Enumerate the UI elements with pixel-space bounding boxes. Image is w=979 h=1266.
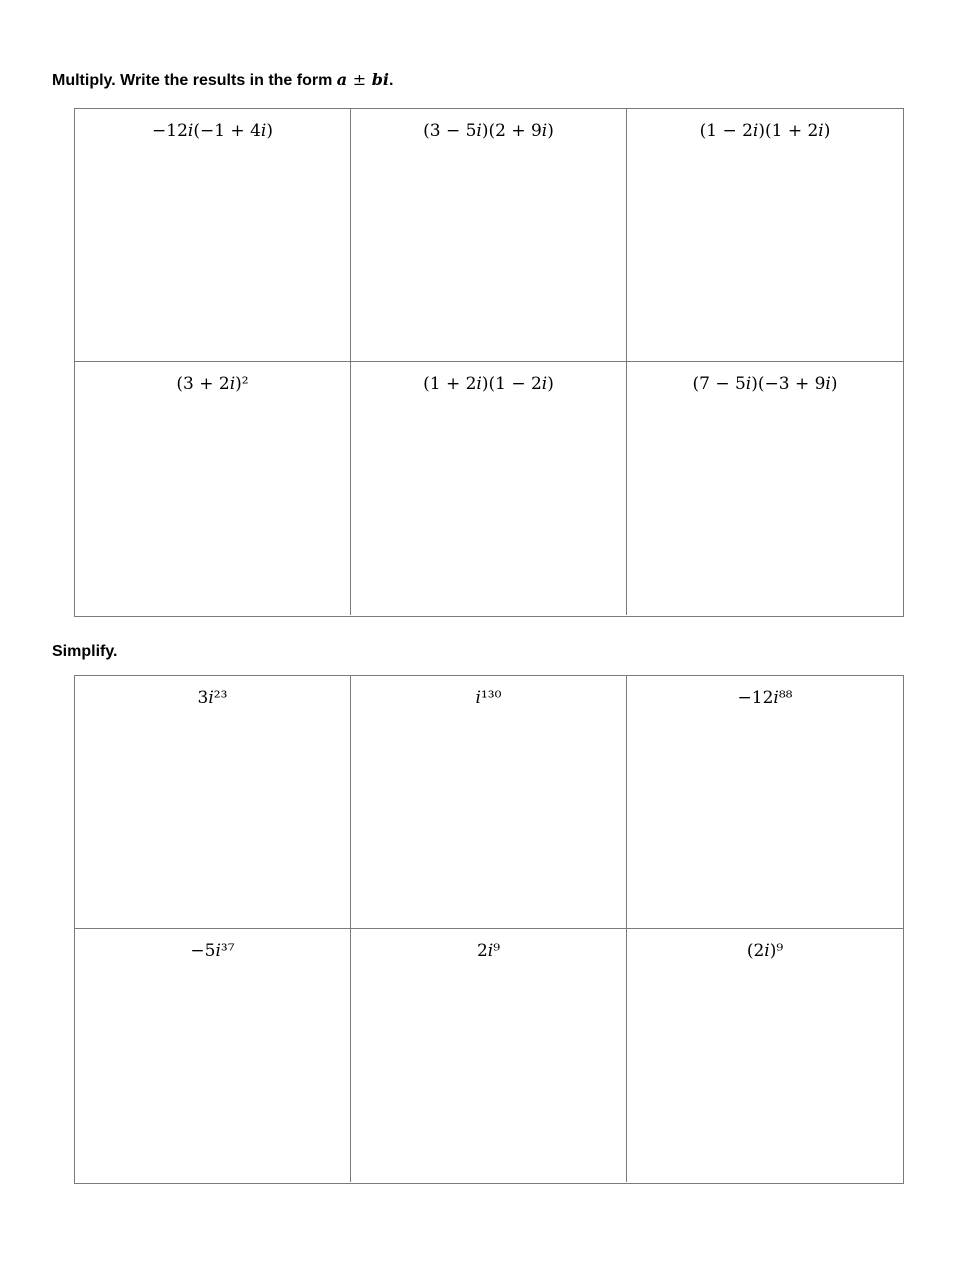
problem-expression: (3 − 5𝑖)(2 + 9𝑖) [423,121,554,141]
multiply-instruction [52,70,393,90]
simplify-problems-grid [74,675,904,1184]
form-period: . [388,72,394,89]
multiply-problem-cell[interactable] [351,109,627,362]
simplify-instruction: Simplify. [52,643,118,660]
problem-expression: 3𝑖²³ [197,688,228,708]
form-plus-minus: ± [352,70,367,89]
multiply-problem-cell[interactable] [75,362,351,615]
simplify-problem-cell[interactable] [627,929,903,1182]
simplify-problem-cell[interactable] [627,676,903,929]
problem-expression: (1 + 2𝑖)(1 − 2𝑖) [423,374,554,394]
multiply-instruction-text: Multiply. Write the results in the form [52,72,337,89]
multiply-problem-cell[interactable] [627,109,903,362]
problem-expression: (1 − 2𝑖)(1 + 2𝑖) [699,121,831,141]
problem-expression: (7 − 5𝑖)(−3 + 9𝑖) [692,374,838,394]
problem-expression: 𝑖¹³⁰ [475,688,502,708]
problem-expression: −5𝑖³⁷ [190,941,235,961]
multiply-problem-cell[interactable] [75,109,351,362]
form-bi: bi [371,70,389,89]
multiply-problem-cell[interactable] [351,362,627,615]
simplify-problem-cell[interactable] [351,929,627,1182]
form-expression [337,70,389,89]
multiply-problem-cell[interactable] [627,362,903,615]
form-a: a [336,70,348,89]
multiply-problems-grid [74,108,904,617]
simplify-problem-cell[interactable] [75,929,351,1182]
problem-expression: 2𝑖⁹ [476,941,501,961]
problem-expression: −12𝑖(−1 + 4𝑖) [152,121,273,141]
problem-expression: (2𝑖)⁹ [746,941,784,961]
simplify-problem-cell[interactable] [351,676,627,929]
problem-expression: −12𝑖⁸⁸ [737,688,793,708]
simplify-problem-cell[interactable] [75,676,351,929]
problem-expression: (3 + 2𝑖)² [176,374,249,394]
